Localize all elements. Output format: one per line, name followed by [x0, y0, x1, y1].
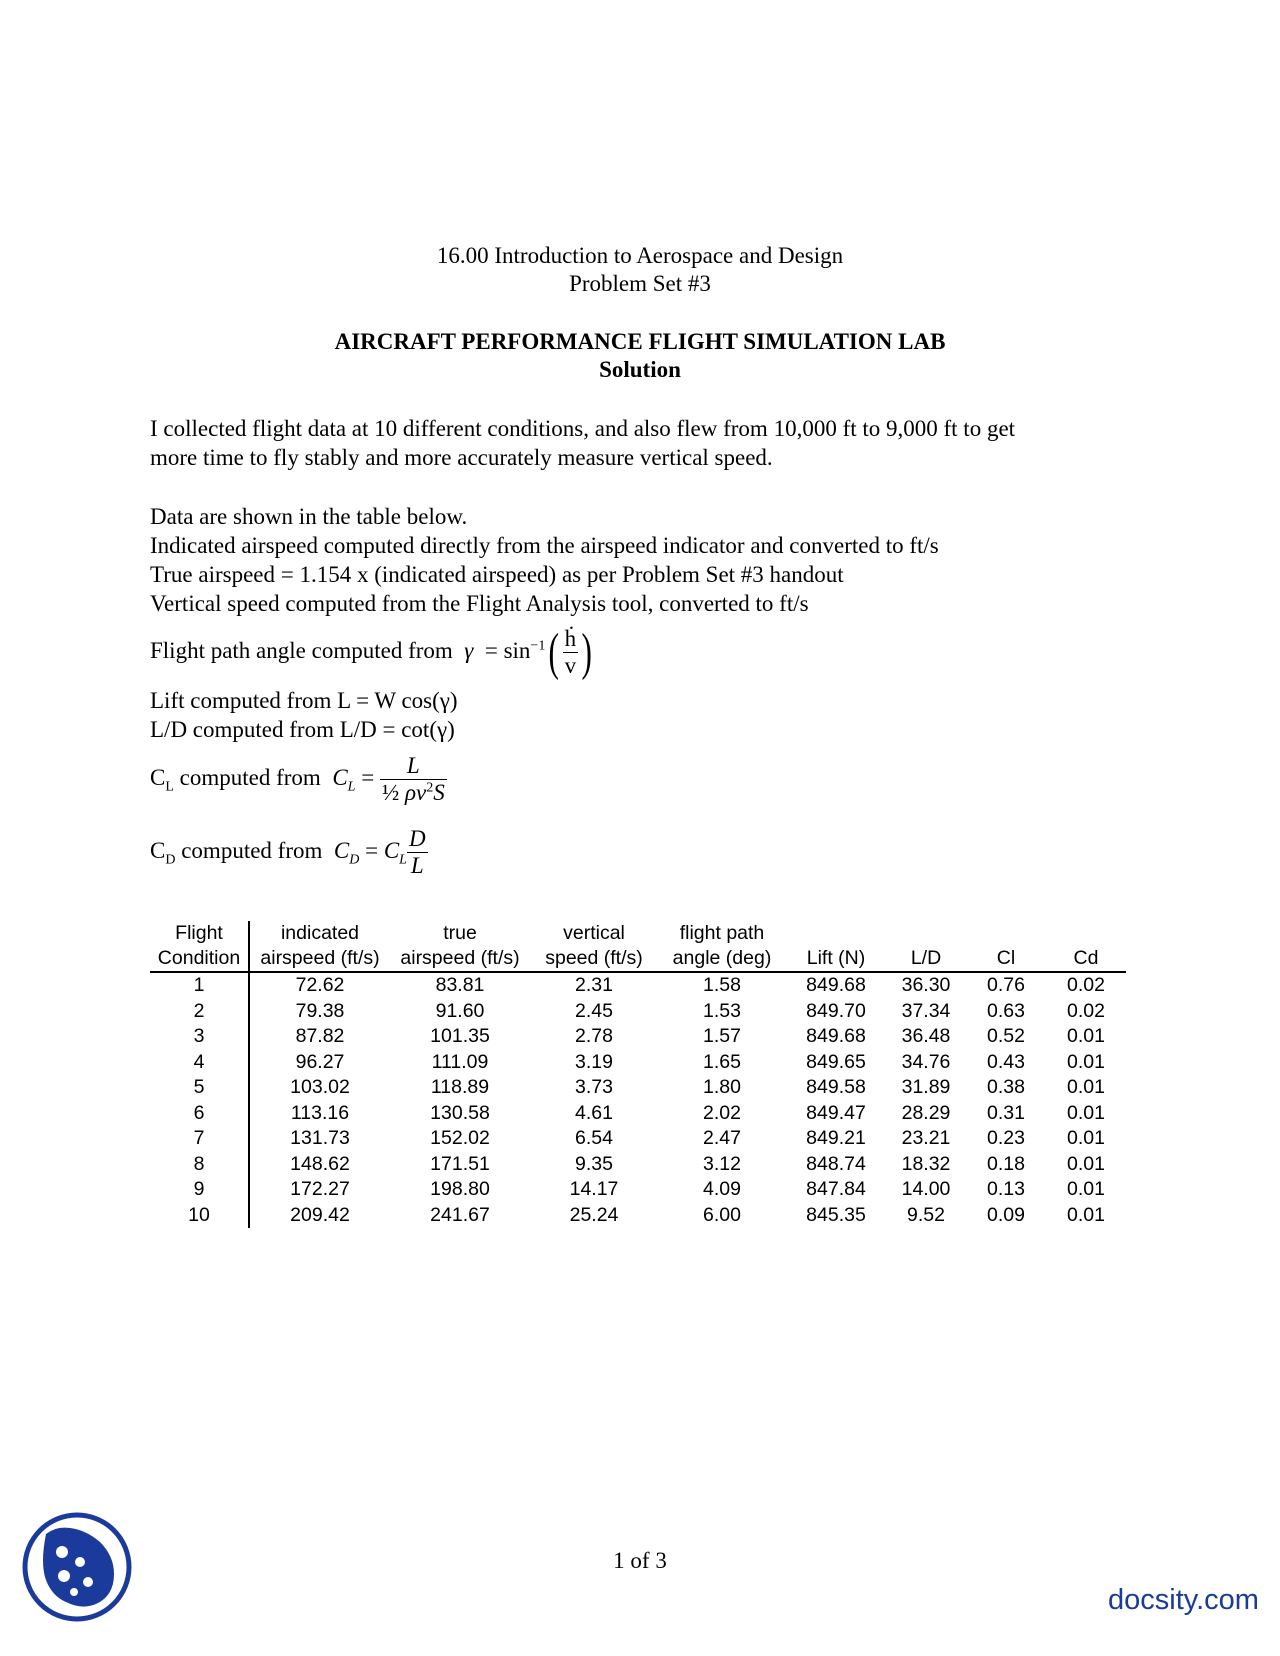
gamma-formula-label: Flight path angle computed from — [150, 637, 453, 663]
table-cell: 9 — [150, 1177, 249, 1203]
table-cell: 36.48 — [901, 1025, 951, 1047]
column-header: indicated — [280, 922, 360, 944]
table-cell: 0.38 — [987, 1076, 1025, 1098]
table-cell: 3 — [150, 1024, 249, 1050]
docsity-logo-icon — [22, 1512, 132, 1622]
table-row — [150, 1126, 1126, 1152]
cd-formula-line: $C_D$ computed from $C_D = C_L$ $\frac{D}{L}$ — [150, 826, 426, 878]
column-header: Condition — [150, 946, 249, 972]
table-cell: 2.47 — [703, 1127, 741, 1149]
table-cell: 0.01 — [1067, 1050, 1105, 1073]
table-cell: 849.70 — [806, 999, 866, 1022]
table-cell: 0.23 — [987, 1127, 1025, 1149]
table-cell: 2.45 — [575, 999, 613, 1022]
table-cell: 14.00 — [901, 1178, 951, 1200]
table-cell: 0.76 — [987, 974, 1025, 996]
table-cell: 148.62 — [290, 1152, 350, 1175]
table-cell: 131.73 — [290, 1127, 350, 1149]
table-cell: 1.80 — [703, 1076, 741, 1098]
table-cell: 87.82 — [295, 1025, 345, 1047]
table-cell: 0.01 — [1067, 1101, 1105, 1124]
table-cell: 2.02 — [703, 1101, 741, 1124]
table-cell: 31.89 — [901, 1076, 951, 1098]
table-cell: 0.01 — [1067, 1025, 1105, 1047]
table-cell: 4.61 — [575, 1101, 613, 1124]
table-cell: 0.63 — [987, 999, 1025, 1022]
table-row — [150, 1177, 1126, 1203]
table-cell: 4.09 — [703, 1178, 741, 1200]
table-cell: 6.54 — [575, 1127, 613, 1149]
flight-data-table — [150, 921, 1126, 1228]
table-row — [150, 1152, 1126, 1178]
table-cell: 36.30 — [901, 974, 951, 996]
column-header: true — [443, 922, 477, 944]
gamma-formula: $\gamma = \sin^{-1}$( $\frac{\text{ḣ}}{v}$ ) — [458, 623, 593, 681]
table-cell: 18.32 — [901, 1152, 951, 1175]
intro-paragraph — [150, 414, 1150, 472]
column-header: Cd — [1046, 946, 1126, 972]
column-header: L/D — [886, 946, 966, 972]
table-cell: 0.01 — [1067, 1152, 1105, 1175]
docsity-brand-link[interactable]: docsity.com — [1108, 1584, 1259, 1616]
column-header: angle (deg) — [658, 946, 786, 972]
table-cell: 111.09 — [431, 1050, 489, 1073]
intro-line: I collected flight data at 10 different conditions, and also flew from 10,000 ft to 9,000 ft to get — [150, 416, 1016, 441]
table-cell: 4 — [150, 1050, 249, 1076]
table-row — [150, 1075, 1126, 1101]
cl-formula-line: $C_L$ computed from $C_L$ = $\frac{L}{\frac{1}{2} \rho v^2S}$ — [150, 753, 445, 805]
table-cell: 0.01 — [1067, 1076, 1105, 1098]
table-cell: 0.01 — [1067, 1127, 1105, 1149]
table-cell: 849.58 — [806, 1076, 866, 1098]
gamma-formula-line — [150, 623, 595, 681]
table-cell: 72.62 — [295, 974, 345, 996]
table-cell: 101.35 — [430, 1025, 490, 1047]
table-cell: 1.57 — [703, 1025, 741, 1047]
table-cell: 1.58 — [703, 974, 741, 996]
table-cell: 198.80 — [430, 1178, 490, 1200]
column-header: speed (ft/s) — [530, 946, 658, 972]
table-cell: 241.67 — [430, 1203, 490, 1226]
table-cell: 172.27 — [290, 1178, 350, 1200]
table-cell: 130.58 — [430, 1101, 490, 1124]
notes-line: Data are shown in the table below. — [150, 504, 468, 529]
course-title: 16.00 Introduction to Aerospace and Design — [436, 243, 844, 268]
lift-formula-line: Lift computed from L = W cos(γ) — [150, 688, 458, 713]
column-header — [966, 921, 1046, 946]
table-cell: 2 — [150, 999, 249, 1025]
table-cell: 3.12 — [703, 1152, 741, 1175]
column-header: Lift (N) — [786, 946, 886, 972]
table-cell: 3.19 — [575, 1050, 613, 1073]
table-cell: 9.35 — [575, 1152, 613, 1175]
table-cell: 209.42 — [290, 1203, 350, 1226]
table-cell: 152.02 — [430, 1127, 490, 1149]
table-cell: 0.09 — [987, 1203, 1025, 1226]
lab-title: AIRCRAFT PERFORMANCE FLIGHT SIMULATION LAB — [334, 329, 946, 354]
table-cell: 34.76 — [901, 1050, 951, 1073]
notes-line: Vertical speed computed from the Flight Analysis tool, converted to ft/s — [150, 591, 809, 616]
table-cell: 0.02 — [1067, 999, 1105, 1022]
cd-formula-label: computed from — [181, 837, 323, 863]
table-cell: 0.31 — [987, 1101, 1025, 1124]
table-cell: 0.43 — [987, 1050, 1025, 1073]
table-cell: 7 — [150, 1126, 249, 1152]
table-row — [150, 1203, 1126, 1229]
table-cell: 5 — [150, 1075, 249, 1101]
table-cell: 0.18 — [987, 1152, 1025, 1175]
table-cell: 8 — [150, 1152, 249, 1178]
cl-formula-label: computed from — [179, 764, 321, 790]
table-cell: 845.35 — [806, 1203, 866, 1226]
solution-subtitle: Solution — [599, 357, 681, 382]
column-header: airspeed (ft/s) — [249, 946, 390, 972]
column-header: vertical — [563, 922, 625, 944]
table-cell: 79.38 — [295, 999, 345, 1022]
column-header: Cl — [966, 946, 1046, 972]
table-cell: 10 — [150, 1203, 249, 1229]
column-header — [886, 921, 966, 946]
table-cell: 37.34 — [901, 999, 951, 1022]
table-cell: 0.01 — [1067, 1203, 1105, 1226]
table-row — [150, 1024, 1126, 1050]
table-cell: 0.13 — [987, 1178, 1025, 1200]
table-cell: 0.01 — [1067, 1178, 1105, 1200]
table-cell: 849.47 — [806, 1101, 866, 1124]
table-row — [150, 999, 1126, 1025]
intro-line: more time to fly stably and more accurately measure vertical speed. — [150, 445, 773, 470]
table-cell: 113.16 — [290, 1101, 350, 1124]
table-row — [150, 1101, 1126, 1127]
table-cell: 171.51 — [430, 1152, 490, 1175]
column-header: flight path — [679, 922, 765, 944]
table-cell: 849.68 — [806, 974, 866, 996]
column-header: airspeed (ft/s) — [390, 946, 530, 972]
table-cell: 91.60 — [435, 999, 485, 1022]
table-cell: 1.53 — [703, 999, 741, 1022]
table-cell: 849.65 — [806, 1050, 866, 1073]
table-cell: 14.17 — [569, 1178, 619, 1200]
ld-formula-line: L/D computed from L/D = cot(γ) — [150, 717, 455, 742]
table-cell: 0.52 — [987, 1025, 1025, 1047]
table-cell: 849.21 — [806, 1127, 866, 1149]
table-cell: 118.89 — [430, 1076, 490, 1098]
table-cell: 849.68 — [806, 1025, 866, 1047]
table-header-row — [150, 946, 1126, 972]
column-header: Flight — [150, 921, 249, 946]
table-cell: 9.52 — [907, 1203, 945, 1226]
cl-formula: $C_L$ = $\frac{L}{\frac{1}{2} \rho v^2S}$ — [326, 753, 445, 805]
column-header — [786, 921, 886, 946]
page-number: 1 of 3 — [613, 1548, 667, 1573]
table-cell: 6.00 — [703, 1203, 741, 1226]
table-cell: 2.78 — [575, 1025, 613, 1047]
table-row — [150, 1050, 1126, 1076]
table-cell: 96.27 — [295, 1050, 345, 1073]
table-cell: 25.24 — [569, 1203, 619, 1226]
table-cell: 1.65 — [703, 1050, 741, 1073]
table-row — [150, 972, 1126, 999]
problem-set-label: Problem Set #3 — [569, 271, 711, 296]
table-cell: 2.31 — [575, 974, 613, 996]
notes-line: Indicated airspeed computed directly from the airspeed indicator and converted to ft/s — [150, 533, 939, 558]
table-cell: 847.84 — [806, 1178, 866, 1200]
cd-formula: $C_D = C_L$ $\frac{D}{L}$ — [328, 826, 426, 878]
table-cell: 1 — [150, 972, 249, 999]
table-cell: 28.29 — [901, 1101, 951, 1124]
table-header-row — [150, 921, 1126, 946]
table-cell: 103.02 — [290, 1076, 350, 1098]
notes-paragraph — [150, 502, 1150, 618]
table-cell: 3.73 — [575, 1076, 613, 1098]
table-cell: 83.81 — [435, 974, 485, 996]
notes-line: True airspeed = 1.154 x (indicated airspeed) as per Problem Set #3 handout — [150, 562, 844, 587]
table-cell: 23.21 — [901, 1127, 951, 1149]
table-body — [150, 972, 1126, 1228]
table-cell: 6 — [150, 1101, 249, 1127]
column-header — [1046, 921, 1126, 946]
table-cell: 848.74 — [806, 1152, 866, 1175]
table-cell: 0.02 — [1067, 974, 1105, 996]
